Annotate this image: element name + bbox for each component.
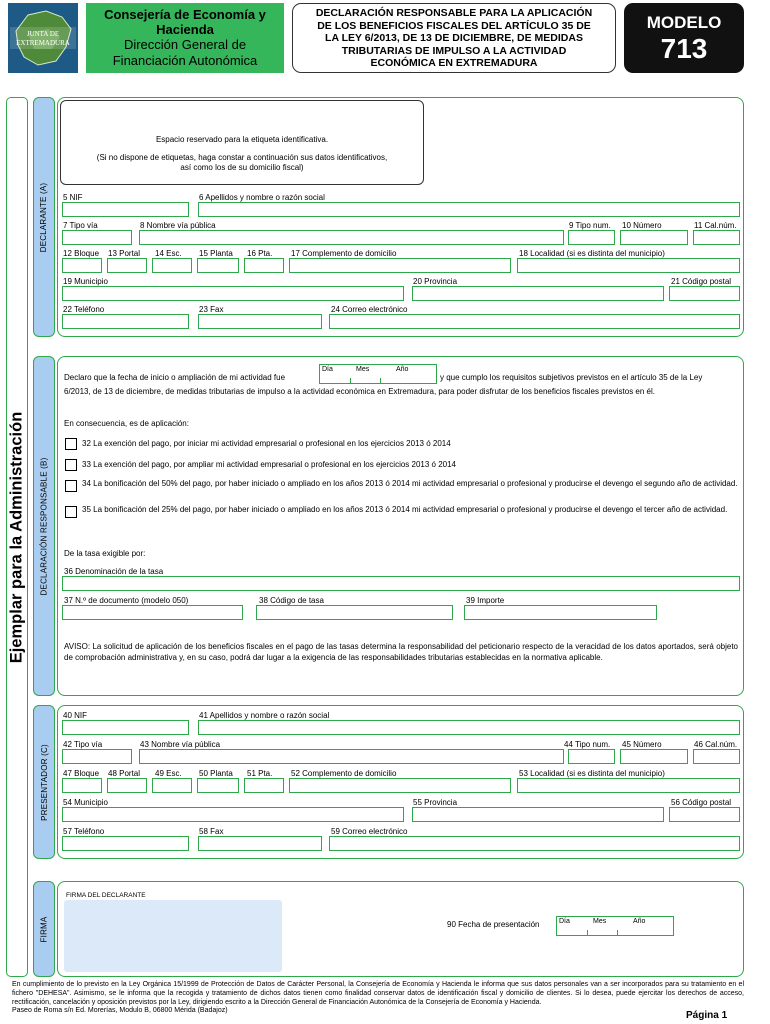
- label-50-planta: 50 Planta: [199, 769, 233, 778]
- localidad-field[interactable]: [517, 258, 740, 273]
- p-nombre-field[interactable]: [198, 720, 740, 735]
- tasa-exigible-text: De la tasa exigible por:: [64, 549, 146, 558]
- p-codigo-postal-field[interactable]: [669, 807, 740, 822]
- p-bloque-field[interactable]: [62, 778, 102, 793]
- label-box-line-2: (Si no dispone de etiquetas, haga constar a continuación sus datos identificativos,: [96, 153, 388, 162]
- p-correo-field[interactable]: [329, 836, 740, 851]
- label-42-tipo-via: 42 Tipo vía: [63, 740, 103, 749]
- label-47-bloque: 47 Bloque: [63, 769, 100, 778]
- declaro-prefix: Declaro que la fecha de inicio o ampliación de mi actividad fue: [64, 373, 286, 382]
- label-11-cal-num: 11 Cal.núm.: [694, 221, 737, 230]
- provincia-field[interactable]: [412, 286, 664, 301]
- label-13-portal: 13 Portal: [108, 249, 141, 258]
- label-9-tipo-num: 9 Tipo num.: [569, 221, 611, 230]
- form-title-line-3: LA LEY 6/2013, DE 13 DE DICIEMBRE, DE MEDIDAS: [325, 32, 583, 44]
- p-nombre-via-field[interactable]: [139, 749, 564, 764]
- fecha-presentacion-label: 90 Fecha de presentación: [447, 920, 540, 929]
- label-48-portal: 48 Portal: [108, 769, 141, 778]
- legal-notice: En cumplimiento de lo previsto en la Ley Orgánica 15/1999 de Protección de Datos de Carácter Personal, la Consejería de Economía y Hacienda le informa que sus datos personales van a ser incorporados para su tratamiento en el fichero "DEHESA". Asimismo, se le informa que la recogida y tratamiento de dichos datos tienen como finalidad conservar datos de identificación fiscal y domicilio de clientes. Si lo desea, puede ejercitar los derechos de acceso, rectificación, cancelación y oposición previstos por la Ley, dirigiendo escrito a la Dirección General de Financiación Autonómica de la Consejería de Economía y Hacienda.: [12, 981, 744, 1006]
- label-52-complemento: 52 Complemento de domicilio: [291, 769, 397, 778]
- footer-address: Paseo de Roma s/n Ed. Morerías, Modulo B, 06800 Mérida (Badajoz): [12, 1007, 228, 1014]
- dept-line-2: Hacienda: [156, 22, 214, 37]
- label-19-municipio: 19 Municipio: [63, 277, 108, 286]
- codigo-postal-field[interactable]: [669, 286, 740, 301]
- label-59-correo: 59 Correo electrónico: [331, 827, 408, 836]
- option-33-text: 33 La exención del pago, por ampliar mi actividad empresarial o profesional en los ejercicios 2013 ó 2014: [82, 460, 456, 469]
- checkbox-33[interactable]: [65, 459, 77, 471]
- consecuencia-text: En consecuencia, es de aplicación:: [64, 419, 189, 428]
- p-esc-field[interactable]: [152, 778, 192, 793]
- municipio-field[interactable]: [62, 286, 404, 301]
- label-54-municipio: 54 Municipio: [63, 798, 108, 807]
- pta-field[interactable]: [244, 258, 284, 273]
- form-title-line-5: ECONÓMICA EN EXTREMADURA: [370, 57, 538, 69]
- label-41-nombre: 41 Apellidos y nombre o razón social: [199, 711, 330, 720]
- label-14-esc: 14 Esc.: [155, 249, 182, 258]
- dia-label: Día: [322, 366, 333, 373]
- label-53-localidad: 53 Localidad (si es distinta del municipio): [519, 769, 665, 778]
- num-documento-field[interactable]: [62, 605, 243, 620]
- p-provincia-field[interactable]: [412, 807, 664, 822]
- p-numero-field[interactable]: [620, 749, 688, 764]
- p-tipo-via-field[interactable]: [62, 749, 132, 764]
- junta-logo: [8, 3, 78, 73]
- label-23-fax: 23 Fax: [199, 305, 224, 314]
- f-mes-label: Mes: [593, 918, 607, 925]
- label-12-bloque: 12 Bloque: [63, 249, 100, 258]
- signature-area[interactable]: [64, 900, 282, 972]
- nombre-field[interactable]: [198, 202, 740, 217]
- fax-field[interactable]: [198, 314, 322, 329]
- p-nif-field[interactable]: [62, 720, 189, 735]
- dept-line-3: Dirección General de: [123, 37, 247, 52]
- modelo-number: 713: [660, 33, 708, 64]
- label-36-denominacion: 36 Denominación de la tasa: [64, 567, 164, 576]
- label-37-num-documento: 37 N.º de documento (modelo 050): [64, 596, 189, 605]
- label-51-pta: 51 Pta.: [247, 769, 273, 778]
- form-title-line-4: TRIBUTARIAS DE IMPULSO A LA ACTIVIDAD: [341, 44, 567, 57]
- department-box: [86, 3, 284, 73]
- f-dia-label: Día: [559, 918, 570, 925]
- p-telefono-field[interactable]: [62, 836, 189, 851]
- p-pta-field[interactable]: [244, 778, 284, 793]
- modelo-box: [624, 3, 744, 73]
- p-planta-field[interactable]: [197, 778, 239, 793]
- section-c-label: PRESENTADOR (C): [39, 743, 49, 821]
- p-portal-field[interactable]: [107, 778, 147, 793]
- label-8-nombre-via: 8 Nombre vía pública: [140, 221, 216, 230]
- section-d-label: FIRMA: [39, 916, 49, 942]
- administration-copy-banner: [6, 97, 28, 977]
- label-22-telefono: 22 Teléfono: [63, 305, 105, 314]
- label-45-numero: 45 Número: [622, 740, 662, 749]
- label-43-nombre-via: 43 Nombre vía pública: [140, 740, 221, 749]
- dept-line-4: Financiación Autonómica: [112, 53, 258, 68]
- importe-field[interactable]: [464, 605, 657, 620]
- declaro-suffix: y que cumplo los requisitos subjetivos previstos en el artículo 35 de la Ley: [440, 373, 703, 382]
- complemento-field[interactable]: [289, 258, 511, 273]
- label-40-nif: 40 NIF: [63, 711, 88, 720]
- aviso-text: AVISO: La solicitud de aplicación de los beneficios fiscales en el pago de las tasas determina la responsabilidad del peticionario respecto de la veracidad de los datos aportados, será objeto de comprobación administrativa y, en su caso, podrá dar lugar a la exigencia de las responsabilidades tributarias establecidas en la normativa aplicable.: [64, 642, 738, 662]
- tipo-via-field[interactable]: [62, 230, 132, 245]
- planta-field[interactable]: [197, 258, 239, 273]
- f-ano-label: Año: [633, 918, 646, 925]
- label-box-line-3: así como los de su domicilio fiscal): [180, 163, 304, 172]
- bloque-field[interactable]: [62, 258, 102, 273]
- form-title-line-2: DE LOS BENEFICIOS FISCALES DEL ARTÍCULO 35 DE: [317, 19, 591, 32]
- label-56-codigo-postal: 56 Código postal: [671, 798, 732, 807]
- label-7-tipo-via: 7 Tipo vía: [63, 221, 98, 230]
- label-57-telefono: 57 Teléfono: [63, 827, 105, 836]
- section-d-side: [33, 881, 55, 977]
- nif-field[interactable]: [62, 202, 189, 217]
- section-b-side: [33, 356, 55, 696]
- p-localidad-field[interactable]: [517, 778, 740, 793]
- label-5-nif: 5 NIF: [63, 193, 83, 202]
- checkbox-35[interactable]: [65, 506, 77, 518]
- label-55-provincia: 55 Provincia: [413, 798, 458, 807]
- identification-label-box: [60, 100, 424, 185]
- administration-copy-label: Ejemplar para la Administración: [7, 411, 26, 663]
- correo-field[interactable]: [329, 314, 740, 329]
- label-58-fax: 58 Fax: [199, 827, 224, 836]
- cal-num-field[interactable]: [693, 230, 740, 245]
- checkbox-32[interactable]: [65, 438, 77, 450]
- fecha-presentacion-date[interactable]: [556, 916, 674, 936]
- dept-line-1: Consejería de Economía y: [104, 7, 266, 22]
- nombre-via-field[interactable]: [139, 230, 564, 245]
- page-number: Página 1: [686, 1010, 728, 1021]
- p-municipio-field[interactable]: [62, 807, 404, 822]
- option-32-text: 32 La exención del pago, por iniciar mi actividad empresarial o profesional en los ejercicios 2013 ó 2014: [82, 439, 451, 448]
- codigo-tasa-field[interactable]: [256, 605, 453, 620]
- p-cal-num-field[interactable]: [693, 749, 740, 764]
- label-6-nombre: 6 Apellidos y nombre o razón social: [199, 193, 325, 202]
- checkbox-34[interactable]: [65, 480, 77, 492]
- label-20-provincia: 20 Provincia: [413, 277, 458, 286]
- ano-label: Año: [396, 366, 409, 373]
- mes-label: Mes: [356, 366, 370, 373]
- telefono-field[interactable]: [62, 314, 189, 329]
- portal-field[interactable]: [107, 258, 147, 273]
- form-title-box: [292, 3, 616, 73]
- label-39-importe: 39 Importe: [466, 596, 505, 605]
- section-a-label: DECLARANTE (A): [39, 182, 49, 252]
- label-18-localidad: 18 Localidad (si es distinta del municipio): [519, 249, 665, 258]
- p-complemento-field[interactable]: [289, 778, 511, 793]
- modelo-label: MODELO: [646, 13, 722, 32]
- label-16-pta: 16 Pta.: [247, 249, 273, 258]
- label-49-esc: 49 Esc.: [155, 769, 182, 778]
- header: [0, 0, 770, 78]
- logo-text: JUNTA DE EXTREMADURA: [16, 30, 70, 47]
- label-46-cal-num: 46 Cal.núm.: [694, 740, 738, 749]
- section-a-side: [33, 97, 55, 337]
- label-15-planta: 15 Planta: [199, 249, 233, 258]
- section-c-side: [33, 705, 55, 859]
- label-21-codigo-postal: 21 Código postal: [671, 277, 732, 286]
- option-34-text: 34 La bonificación del 50% del pago, por haber iniciado o ampliado en los años 2013 ó 2014 mi actividad empresarial o profesional y producirse el devengo el segundo año de actividad.: [82, 479, 738, 488]
- label-24-correo: 24 Correo electrónico: [331, 305, 408, 314]
- label-17-complemento: 17 Complemento de domicilio: [291, 249, 397, 258]
- denominacion-field[interactable]: [62, 576, 740, 591]
- firma-declarante-label: FIRMA DEL DECLARANTE: [66, 892, 146, 899]
- label-44-tipo-num: 44 Tipo num.: [564, 740, 611, 749]
- p-fax-field[interactable]: [198, 836, 322, 851]
- label-box-line-1: Espacio reservado para la etiqueta identificativa.: [155, 135, 329, 144]
- p-tipo-num-field[interactable]: [568, 749, 615, 764]
- declaro-line-2: 6/2013, de 13 de diciembre, de medidas tributarias de impulso a la actividad económica en Extremadura, para poder disfrutar de los beneficios fiscales previstos en él.: [64, 387, 655, 396]
- form-title-line-1: DECLARACIÓN RESPONSABLE PARA LA APLICACIÓN: [315, 7, 593, 19]
- option-35-text: 35 La bonificación del 25% del pago, por haber iniciado o ampliado en los años 2013 ó 2014 mi actividad empresarial o profesional y producirse el devengo el tercer año de actividad.: [82, 505, 728, 514]
- numero-field[interactable]: [620, 230, 688, 245]
- label-38-codigo-tasa: 38 Código de tasa: [259, 596, 324, 605]
- esc-field[interactable]: [152, 258, 192, 273]
- fecha-inicio-date[interactable]: [319, 364, 437, 384]
- section-b-label: DECLARACIÓN RESPONSABLE (B): [39, 457, 49, 595]
- tipo-num-field[interactable]: [568, 230, 615, 245]
- label-10-numero: 10 Número: [622, 221, 662, 230]
